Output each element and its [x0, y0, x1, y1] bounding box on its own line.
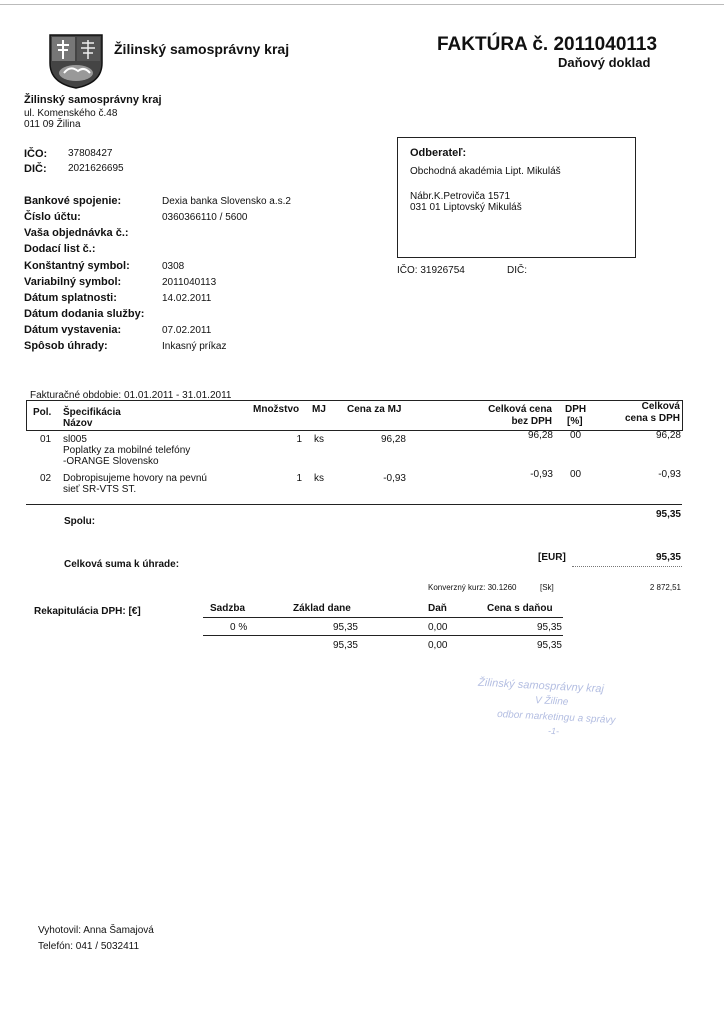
item-name1: Dobropisujeme hovory na pevnú: [63, 473, 207, 484]
total-due-label: Celková suma k úhrade:: [64, 559, 180, 570]
item-vat: 00: [570, 469, 582, 480]
stamp-line-3: odbor marketingu a správy: [496, 708, 616, 727]
vat-header-line: [203, 617, 563, 618]
conversion-rate: Konverzný kurz: 30.1260: [428, 583, 517, 592]
customer-city: 031 01 Liptovský Mikuláš: [410, 202, 522, 213]
payment-field-value: Dexia banka Slovensko a.s.2: [162, 196, 291, 207]
issuer-city: 011 09 Žilina: [24, 119, 81, 130]
payment-field-label: Konštantný symbol:: [24, 260, 130, 272]
vat-total-gross: 95,35: [536, 640, 562, 651]
item-code: sl005: [63, 434, 87, 445]
top-edge-line: [0, 4, 724, 5]
issuer-ico-label: IČO:: [24, 148, 48, 160]
issuer-street: ul. Komenského č.48: [24, 108, 118, 119]
conversion-currency: [Sk]: [540, 583, 554, 592]
payment-field-label: Dátum vystavenia:: [24, 324, 122, 336]
col-vat-1: DPH: [565, 404, 587, 415]
invoice-subtitle: Daňový doklad: [558, 55, 651, 70]
payment-field-value: 0308: [162, 261, 185, 272]
item-qty: 1: [296, 473, 302, 484]
total-dotted-line: [572, 566, 682, 567]
payment-field-label: Variabilný symbol:: [24, 276, 122, 288]
col-qty: Množstvo: [253, 404, 300, 415]
item-name2: -ORANGE Slovensko: [63, 456, 159, 467]
item-mj: ks: [314, 473, 324, 484]
item-price: 96,28: [380, 434, 406, 445]
stamp-line-2: V Žiline: [534, 695, 569, 708]
issuer-dic-label: DIČ:: [24, 163, 47, 175]
coat-of-arms-icon: [48, 33, 104, 89]
vat-col-base: Základ dane: [293, 603, 351, 614]
invoice-title: FAKTÚRA č. 2011040113: [437, 34, 658, 55]
item-vat: 00: [570, 430, 582, 441]
customer-name: Obchodná akadémia Lipt. Mikuláš: [410, 166, 561, 177]
item-qty: 1: [296, 434, 302, 445]
item-total-net: 96,28: [527, 430, 553, 441]
total-amount: 95,35: [655, 552, 681, 563]
col-net-1: Celková cena: [488, 404, 552, 415]
payment-field-value: 0360366110 / 5600: [162, 212, 248, 223]
prepared-by: Vyhotovil: Anna Šamajová: [38, 925, 154, 936]
vat-row-tax: 0,00: [428, 622, 448, 633]
payment-field-value: 14.02.2011: [162, 293, 212, 304]
table-bottom-line: [26, 504, 682, 505]
issuer-ico: 37808427: [68, 148, 113, 159]
vat-col-gross: Cena s daňou: [487, 603, 553, 614]
total-currency: [EUR]: [538, 552, 566, 563]
vat-summary-label: Rekapitulácia DPH: [€]: [34, 606, 141, 617]
vat-total-base: 95,35: [332, 640, 358, 651]
issuer-dic: 2021626695: [68, 163, 124, 174]
vat-total-tax: 0,00: [428, 640, 448, 651]
customer-street: Nábr.K.Petroviča 1571: [410, 191, 511, 202]
col-nazov: Názov: [63, 418, 93, 429]
col-mj: MJ: [312, 404, 326, 415]
stamp-line-4: -1-: [547, 725, 560, 737]
payment-field-value: 07.02.2011: [162, 325, 212, 336]
item-total-net: -0,93: [530, 469, 553, 480]
stamp-line-1: Žilinský samosprávny kraj: [477, 676, 605, 696]
item-price: -0,93: [383, 473, 406, 484]
payment-field-value: Inkasný príkaz: [162, 341, 227, 352]
payment-field-label: Dátum dodania služby:: [24, 308, 145, 320]
payment-field-label: Dodací list č.:: [24, 243, 96, 255]
payment-field-label: Číslo účtu:: [24, 211, 81, 223]
header-org-name: Žilinský samosprávny kraj: [114, 41, 290, 57]
vat-row-base: 95,35: [332, 622, 358, 633]
customer-box: [397, 137, 636, 258]
col-pol: Pol.: [33, 407, 52, 418]
payment-field-value: 2011040113: [162, 277, 217, 288]
customer-label: Odberateľ:: [410, 147, 467, 159]
payment-field-label: Vaša objednávka č.:: [24, 227, 129, 239]
billing-period: Fakturačné obdobie: 01.01.2011 - 31.01.2011: [30, 390, 232, 401]
payment-field-label: Dátum splatnosti:: [24, 292, 117, 304]
item-total-gross: -0,93: [658, 469, 681, 480]
col-price: Cena za MJ: [347, 404, 402, 415]
conversion-amount: 2 872,51: [649, 583, 681, 592]
col-gross-2: cena s DPH: [624, 413, 680, 424]
vat-row-line: [203, 635, 563, 636]
spolu-value: 95,35: [655, 509, 681, 520]
items-table-header: [26, 400, 683, 431]
payment-field-label: Bankové spojenie:: [24, 195, 122, 207]
item-mj: ks: [314, 434, 324, 445]
phone: Telefón: 041 / 5032411: [38, 941, 140, 952]
customer-ico: IČO: 31926754: [397, 265, 465, 276]
item-name2: sieť SR-VTS ST.: [63, 484, 137, 495]
customer-dic: DIČ:: [507, 265, 527, 276]
col-net-2: bez DPH: [511, 416, 552, 427]
col-spec: Špecifikácia: [63, 407, 121, 418]
item-total-gross: 96,28: [655, 430, 681, 441]
item-pol: 02: [40, 473, 52, 484]
spolu-label: Spolu:: [64, 516, 96, 527]
item-pol: 01: [40, 434, 52, 445]
vat-col-tax: Daň: [428, 603, 447, 614]
vat-row-gross: 95,35: [536, 622, 562, 633]
payment-field-label: Spôsob úhrady:: [24, 340, 108, 352]
vat-col-rate: Sadzba: [210, 603, 246, 614]
col-gross-1: Celková: [641, 401, 680, 412]
issuer-name: Žilinský samosprávny kraj: [24, 94, 162, 106]
item-name1: Poplatky za mobilné telefóny: [63, 445, 191, 456]
col-vat-2: [%]: [567, 416, 583, 427]
vat-row-rate: 0 %: [230, 622, 248, 633]
